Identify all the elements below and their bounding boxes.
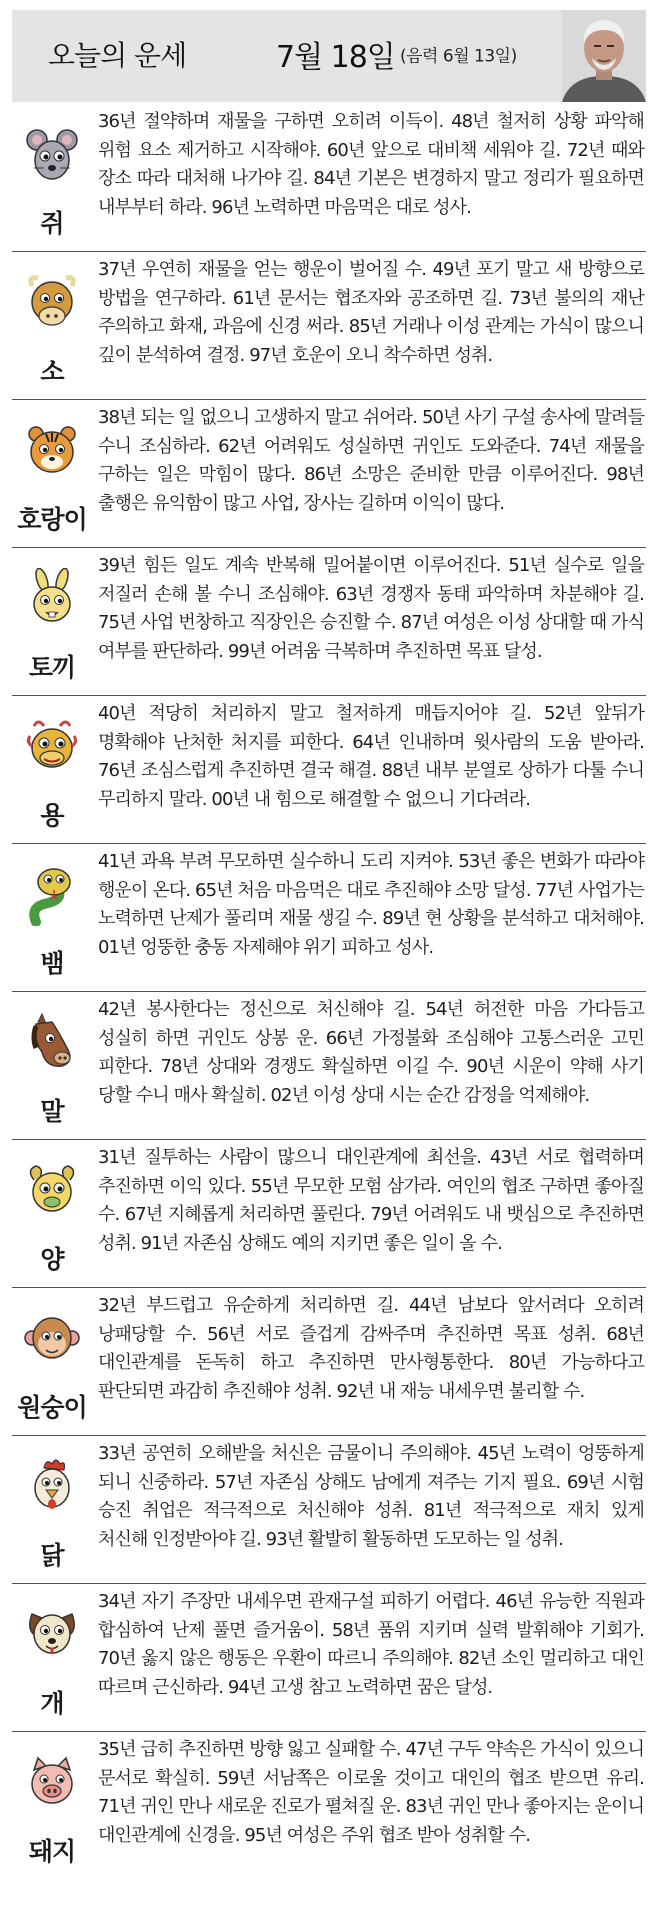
pig-icon [24,1752,80,1814]
animal-name: 호랑이 [17,505,87,534]
list-item [12,1288,646,1436]
rat-icon [24,124,80,186]
fortune-list [12,104,646,1880]
animal-cell [12,992,92,1139]
date-label: 7월 18일 [276,40,395,75]
list-item [12,696,646,844]
animal-cell [12,1436,92,1583]
fortune-text: 38년 되는 일 없으니 고생하지 말고 쉬어라. 50년 사기 구설 송사에 말려들 수니 조심하라. 62년 어려워도 성실하면 귀인도 도와준다. 74년 재물을 구하는 일은 막힘이 많다. 86년 소망은 준비한 만큼 이루어진다. 98년 출행은 유익함이 많고 사업, 장사는 길하며 이익이 많다. [98,407,644,514]
animal-name: 쥐 [40,209,64,238]
fortune-text: 40년 적당히 처리하지 말고 철저하게 매듭지어야 길. 52년 앞뒤가 명확해야 난처한 처지를 피한다. 64년 인내하며 윗사람의 도움 받아라. 76년 조심스럽게 추진하면 결국 해결. 88년 내부 분열로 상하가 다툴 수니 무리하지 말라. 00년 내 힘으로 해결할 수 없으니 기다려라. [98,703,644,810]
monkey-icon [24,1308,80,1370]
animal-name: 말 [40,1097,64,1126]
animal-name: 소 [40,357,64,386]
dragon-icon [24,716,80,778]
animal-name: 토끼 [28,653,76,682]
animal-cell [12,1140,92,1287]
ox-icon [24,272,80,334]
list-item [12,1732,646,1880]
list-item [12,1436,646,1584]
animal-name: 뱀 [40,949,64,978]
fortune-text: 32년 부드럽고 유순하게 처리하면 길. 44년 남보다 앞서려다 오히려 낭패당할 수. 56년 서로 즐겁게 감싸주며 추진하면 목표 성취. 68년 대인관계를 돈독히 하고 추진하면 만사형통한다. 80년 가능하다고 판단되면 과감히 추진해야 성취. 92년 내 재능 내세우면 불리할 수. [98,1295,644,1402]
fortune-text: 37년 우연히 재물을 얻는 행운이 벌어질 수. 49년 포기 말고 새 방향으로 방법을 연구하라. 61년 문서는 협조자와 공조하면 길. 73년 불의의 재난 주의하고 화재, 과음에 신경 써라. 85년 거래나 이성 관계는 가식이 많으니 깊이 분석하여 결정. 97년 호운이 오니 착수하면 성취. [98,259,644,366]
fortune-text: 41년 과욕 부려 무모하면 실수하니 도리 지켜야. 53년 좋은 변화가 따라야 행운이 온다. 65년 처음 마음먹은 대로 추진해야 소망 달성. 77년 사업가는 노력하면 난제가 풀리며 재물 생길 수. 89년 현 상황을 분석하고 대처해야. 01년 엉뚱한 충동 자제해야 위기 피하고 성사. [98,851,644,958]
animal-name: 양 [40,1245,64,1274]
fortune-text: 36년 절약하며 재물을 구하면 오히려 이득이. 48년 철저히 상황 파악해 위험 요소 제거하고 시작해야. 60년 앞으로 대비책 세워야 길. 72년 때와 장소 따라 대처해 나가야 길. 84년 기본은 변경하지 말고 정리가 필요하면 내부부터 하라. 96년 노력하면 마음먹은 대로 성사. [98,111,644,218]
animal-cell [12,1288,92,1435]
animal-cell [12,548,92,695]
animal-cell [12,1732,92,1880]
animal-name: 개 [40,1689,64,1718]
list-item [12,844,646,992]
lunar-date-label: (음력 6월 13일) [400,46,517,67]
animal-cell [12,844,92,991]
animal-cell [12,104,92,251]
dog-icon [24,1604,80,1666]
header-bar [12,10,646,102]
horse-icon [24,1012,80,1074]
animal-name: 닭 [40,1541,64,1570]
tiger-icon [24,420,80,482]
animal-name: 원숭이 [17,1393,87,1422]
sheep-icon [24,1160,80,1222]
fortune-text: 42년 봉사한다는 정신으로 처신해야 길. 54년 허전한 마음 가다듬고 성실히 하면 귀인도 상봉 운. 66년 가정불화 조심해야 고통스러운 고민 피한다. 78년 상대와 경쟁도 확실하면 이길 수. 90년 시운이 약해 사기 당할 수니 매사 확실히. 02년 이성 상대 시는 순간 감정을 억제해야. [98,999,644,1106]
rabbit-icon [24,568,80,630]
list-item [12,992,646,1140]
animal-cell [12,696,92,843]
list-item [12,104,646,252]
fortune-text: 33년 공연히 오해받을 처신은 금물이니 주의해야. 45년 노력이 엉뚱하게 되니 신중하라. 57년 자존심 상해도 남에게 져주는 기지 필요. 69년 시험 승진 취업은 적극적으로 처신해야 성취. 81년 적극적으로 재치 있게 처신해 인정받아야 길. 93년 활발히 활동하면 도모하는 일 성취. [98,1443,644,1550]
rooster-icon [24,1456,80,1518]
list-item [12,548,646,696]
list-item [12,1584,646,1732]
fortune-text: 39년 힘든 일도 계속 반복해 밀어붙이면 이루어진다. 51년 실수로 일을 저질러 손해 볼 수니 조심해야. 63년 경쟁자 동태 파악하며 차분해야 길. 75년 사업 번창하고 직장인은 승진할 수. 87년 여성은 이성 상대할 때 가식 여부를 판단하라. 99년 어려움 극복하며 추진하면 목표 달성. [98,555,644,662]
animal-name: 돼지 [28,1837,76,1866]
fortune-text: 34년 자기 주장만 내세우면 관재구설 피하기 어렵다. 46년 유능한 직원과 합심하여 난제 풀면 즐거움이. 58년 품위 지키며 실력 발휘해야 기회가. 70년 옳지 않은 행동은 우환이 따르니 주의해야. 82년 소인 멀리하고 대인 따르며 근신하라. 94년 고생 참고 노력하면 꿈은 달성. [98,1591,644,1698]
author-photo [562,10,646,102]
list-item [12,1140,646,1288]
list-item [12,400,646,548]
fortune-text: 31년 질투하는 사람이 많으니 대인관계에 최선을. 43년 서로 협력하며 추진하면 이익 있다. 55년 무모한 모험 삼가라. 여인의 협조 구하면 좋아질 수. 67년 지혜롭게 처리하면 풀린다. 79년 어려워도 내 뱃심으로 추진하면 성취. 91년 자존심 상해도 예의 지키면 좋은 일이 올 수. [98,1147,644,1254]
page-title: 오늘의 운세 [48,39,187,72]
animal-cell [12,252,92,399]
list-item [12,252,646,400]
animal-cell [12,400,92,547]
fortune-text: 35년 급히 추진하면 방향 잃고 실패할 수. 47년 구두 약속은 가식이 있으니 문서로 확실히. 59년 서남쪽은 이로울 것이고 대인의 협조 받으면 유리. 71년 귀인 만나 새로운 진로가 펼쳐질 운. 83년 귀인 만나 좋아지는 운이니 대인관계에 신경을. 95년 여성은 주위 협조 받아 성취할 수. [98,1739,644,1846]
animal-name: 용 [40,801,64,830]
animal-cell [12,1584,92,1731]
snake-icon [24,864,80,926]
